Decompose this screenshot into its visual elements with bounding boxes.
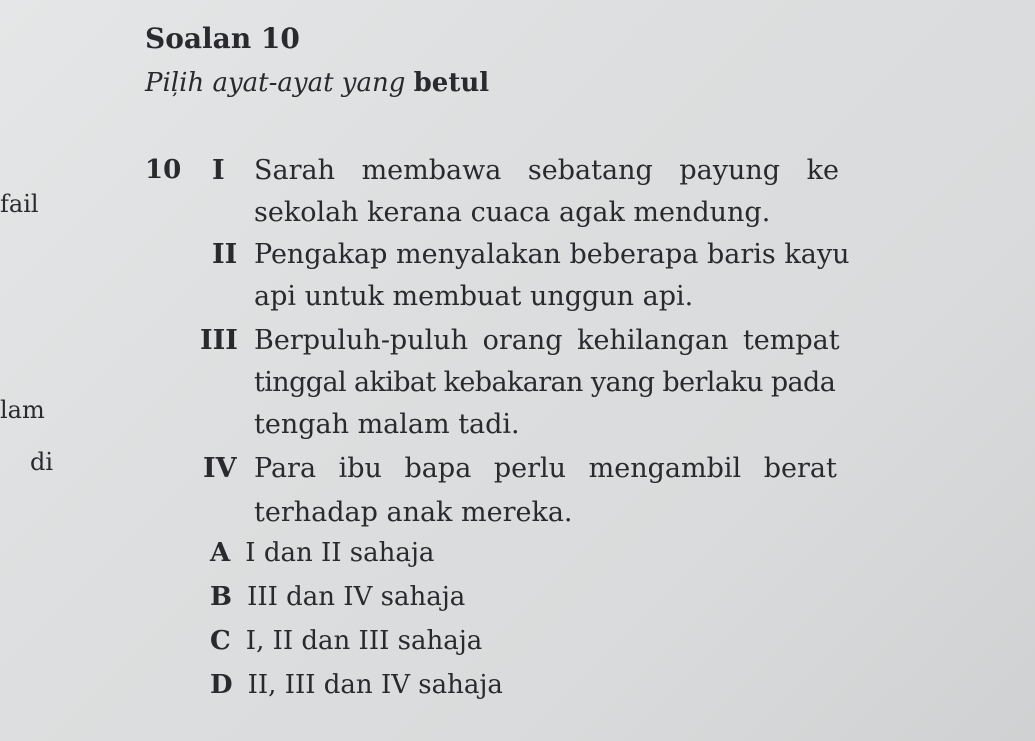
question-title: Soalan 10 xyxy=(145,22,300,55)
option-text: II, III dan IV sahaja xyxy=(247,670,503,700)
option-text: I dan II sahaja xyxy=(245,538,435,568)
statement-line: tengah malam tadi. xyxy=(254,409,520,440)
answer-option[interactable] xyxy=(210,538,434,568)
statement-line: Para ibu bapa perlu mengambil berat xyxy=(254,453,837,484)
margin-fragment-lam: lam xyxy=(0,396,45,424)
margin-fragment-di: di xyxy=(30,448,54,476)
option-letter: C xyxy=(210,626,231,656)
statement-line-text: Sarah membawa sebatang payung ke xyxy=(254,155,839,186)
statement-numeral: I xyxy=(212,155,225,186)
option-letter: B xyxy=(210,582,232,612)
statement-line: Pengakap menyalakan beberapa baris kayu xyxy=(254,239,850,270)
option-text: III dan IV sahaja xyxy=(247,582,466,612)
statement-line: tinggal akibat kebakaran yang berlaku pada xyxy=(254,367,836,398)
statement-numeral: II xyxy=(212,239,238,270)
option-text: I, II dan III sahaja xyxy=(245,626,483,656)
option-letter: A xyxy=(210,538,231,568)
question-number: 10 xyxy=(145,155,182,185)
statement-line: Berpuluh-puluh orang kehilangan tempat xyxy=(254,325,840,356)
instruction-emphasis: betul xyxy=(413,68,490,98)
answer-option[interactable] xyxy=(210,582,465,612)
option-letter: D xyxy=(210,670,233,700)
statement-line xyxy=(254,155,916,186)
answer-option[interactable] xyxy=(210,626,482,656)
answer-option[interactable] xyxy=(210,670,503,700)
question-instruction xyxy=(145,68,489,98)
statement-line: terhadap anak mereka. xyxy=(254,497,573,528)
statement-line: sekolah kerana cuaca agak mendung. xyxy=(254,197,771,228)
statement-numeral: III xyxy=(200,325,238,356)
statement-numeral: IV xyxy=(203,453,237,484)
margin-fragment-fail: fail xyxy=(0,190,39,218)
instruction-text: Piļih ayat-ayat yang xyxy=(145,68,406,98)
statement-line: api untuk membuat unggun api. xyxy=(254,281,694,312)
